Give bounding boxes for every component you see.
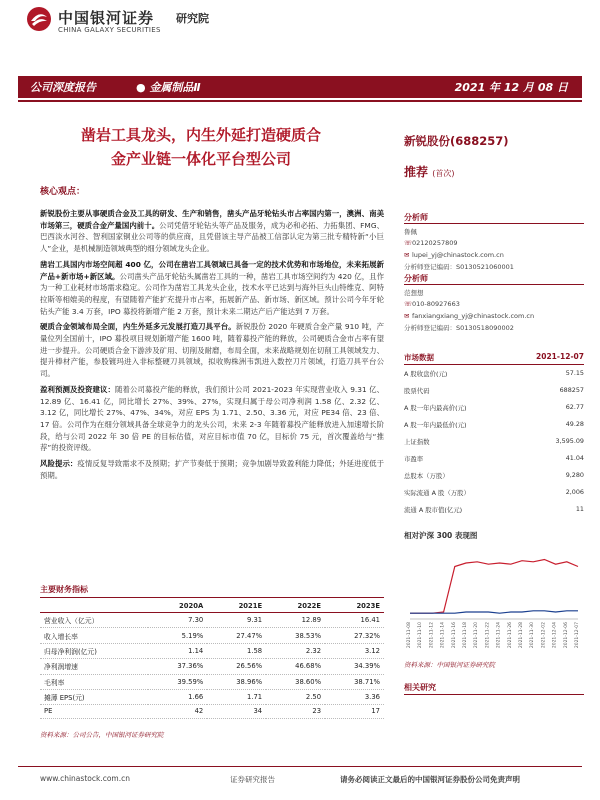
financial-table — [40, 600, 384, 719]
cell: 17 — [325, 705, 384, 718]
table-row — [40, 613, 384, 628]
cell: 38.96% — [207, 674, 266, 689]
analyst-email-value[interactable]: lupei_yj@chinastock.com.cn — [412, 251, 504, 259]
cell: 归母净利润(亿元) — [40, 643, 148, 658]
market-data-row — [404, 420, 584, 433]
chart-x-tick-label: 2021-11-20 — [474, 622, 480, 649]
report-type: 公司深度报告 — [30, 81, 96, 94]
market-value: 3,595.09 — [555, 437, 584, 445]
paragraph-text: 公司凿头产品牙轮钻头属凿岩工具的一种，凿岩工具市场空间约为 420 亿，且作为一种工业耗材市场需求稳定。公司作为凿岩工具龙头企业，技术水平已达到与海外巨头山特维克、阿特拉斯等相媲美的程度，有望随着产能扩充提升市占率，拓展新产品、新市场、新区域。预计公司今年牙轮钻头产能 3.4 万套，IPO 募投将新增产能 2 万套，预计未来二期达产后产能达到 7 万套。 — [40, 271, 385, 316]
cell: 38.71% — [325, 674, 384, 689]
phone-icon: ☏ — [404, 300, 413, 308]
chart-x-tick-label: 2021-11-08 — [407, 622, 412, 649]
cell: 3.36 — [325, 689, 384, 704]
paragraph — [40, 384, 384, 454]
chart-x-tick-label: 2021-11-22 — [485, 622, 491, 649]
phone-icon: ☏ — [404, 239, 413, 247]
related-research-title: 相关研究 — [404, 683, 436, 692]
market-data-row — [404, 471, 584, 484]
financial-table-title: 主要财务指标 — [40, 585, 88, 594]
table-row — [40, 628, 384, 643]
table-header-row — [40, 600, 384, 613]
financial-table-divider — [40, 597, 384, 598]
related-research-divider — [404, 694, 584, 695]
header-cell — [40, 600, 148, 613]
analyst-cert-1: 分析师登记编码：S0130521060001 — [404, 263, 514, 271]
cell: 16.41 — [325, 613, 384, 628]
market-label: 流通 A 股市值(亿元) — [404, 506, 463, 514]
industry-name: 金属制品Ⅱ — [149, 81, 201, 94]
chart-x-tick-label: 2021-11-30 — [530, 622, 536, 649]
market-label: 股票代码 — [404, 387, 430, 395]
paragraph-lead: 硬质合金领域布局全面，内生外延多元发展打造刀具平台。 — [40, 322, 236, 332]
chart-x-tick-label: 2021-12-04 — [552, 622, 558, 649]
chart-x-tick-label: 2021-11-10 — [418, 622, 424, 649]
report-date: 2021 年 12 月 08 日 — [454, 81, 568, 94]
paragraph-text: 公司凭借牙轮钻头等产品及服务，成为必和必拓、力拓集团、FMG、巴西淡水河谷、智利国家铜业公司等的供应商，且凭借该主导产品被工信部认定为第三批专精特新“小巨人”企业，是机械制造领域典型的细分领域龙头企业。 — [40, 220, 384, 254]
logo-english-name: CHINA GALAXY SECURITIES — [58, 26, 161, 34]
table-row — [40, 705, 384, 718]
cell: 1.58 — [207, 643, 266, 658]
analyst-phone-1 — [404, 239, 458, 247]
stock-name: 新锐股份(688257) — [404, 134, 509, 148]
galaxy-logo-icon — [26, 6, 52, 32]
report-title-line2: 金产业链一体化平台型公司 — [110, 150, 291, 168]
paragraph-text: 疫情反复导致需求不及预期；扩产节奏低于预期；竞争加剧导致盈利能力降低；外延进度低于预期。 — [40, 459, 384, 480]
market-value: 688257 — [559, 386, 584, 394]
rating-note: (首次) — [432, 169, 455, 178]
cell: 27.32% — [325, 628, 384, 643]
market-value: 49.28 — [565, 420, 584, 428]
market-value: 9,280 — [565, 471, 584, 479]
cell: 1.66 — [148, 689, 207, 704]
chart-title: 相对沪深 300 表现图 — [404, 531, 478, 540]
paragraph — [40, 259, 384, 318]
cell: 5.19% — [148, 628, 207, 643]
table-row — [40, 643, 384, 658]
footer-disclaimer: 请务必阅读正文最后的中国银河证券股份公司免责声明 — [340, 775, 520, 784]
paragraph-lead: 盈利预测及投资建议： — [40, 384, 116, 394]
cell: 12.89 — [266, 613, 325, 628]
analyst-name-1: 鲁佩 — [404, 228, 417, 236]
market-data-row — [404, 505, 584, 518]
cell: 37.36% — [148, 659, 207, 674]
stock-rating — [404, 163, 454, 180]
email-icon: ✉ — [404, 312, 410, 320]
table-row — [40, 689, 384, 704]
cell: 毛利率 — [40, 674, 148, 689]
cell: 23 — [266, 705, 325, 718]
chart-series-line — [410, 560, 578, 614]
paragraph-lead: 凿岩工具国内市场空间超 400 亿，公司在凿岩工具领域已具备一定的技术优势和市场地位，未来拓展新产品+新市场+新区域。 — [40, 259, 384, 281]
header-cell: 2022E — [266, 600, 325, 613]
relative-performance-chart — [404, 545, 584, 653]
market-data-date: 2021-12-07 — [536, 352, 584, 361]
market-data-row — [404, 369, 584, 382]
cell: 净利润增速 — [40, 659, 148, 674]
market-data-row — [404, 454, 584, 467]
paragraph-text: 新锐股份 2020 年硬质合金产量 910 吨，产量位列全国前十，IPO 募投项目规划新增产能 1600 吨，随着募投产能的释放，公司硬质合金市占率有望进一步提升。公司硬质合金下游涉及矿用、切削及耐磨，布局全面，未来战略规划在切削工具领域发力、提升棒材产能，参股镀玛进入非标整硬刀具领域，拟收购株洲韦凯进入数控刀片领域，打造刀具平台公司。 — [40, 322, 384, 379]
cell: 38.53% — [266, 628, 325, 643]
market-value: 11 — [575, 505, 584, 513]
paragraph-lead: 新锐股份主要从事硬质合金及工具的研发、生产和销售，凿头产品牙轮钻头市占率国内第一，澳洲、南美市场第三，硬质合金产量国内前十。 — [40, 209, 384, 230]
paragraph — [40, 321, 384, 380]
cell: 39.59% — [148, 674, 207, 689]
analyst-phone-2 — [404, 300, 460, 308]
cell: 34.39% — [325, 659, 384, 674]
market-label: A 股一年内最高价(元) — [404, 404, 467, 412]
chart-series-line — [410, 611, 578, 613]
cell: 营业收入（亿元） — [40, 613, 148, 628]
cell: 收入增长率 — [40, 628, 148, 643]
cell: 27.47% — [207, 628, 266, 643]
chart-x-tick-label: 2021-11-12 — [429, 622, 435, 649]
analyst-phone-value: 02120257809 — [412, 239, 458, 247]
analyst-divider — [404, 223, 584, 224]
cell: 1.71 — [207, 689, 266, 704]
chart-x-tick-label: 2021-12-02 — [541, 622, 547, 649]
market-data-row — [404, 403, 584, 416]
market-label: 实际流通 A 股（万股） — [404, 489, 470, 497]
key-points-title: 核心观点： — [40, 187, 86, 197]
report-header — [0, 0, 600, 54]
analyst-email-1 — [404, 251, 504, 259]
analyst-title-2: 分析师 — [404, 274, 428, 283]
cell: 摊薄 EPS(元) — [40, 689, 148, 704]
analyst-divider — [404, 284, 584, 285]
analyst-phone-value: 010-80927663 — [412, 300, 460, 308]
chart-x-tick-label: 2021-11-28 — [519, 622, 524, 649]
market-label: 总股本（万股） — [404, 472, 449, 480]
paragraph — [40, 458, 384, 481]
cell: 42 — [148, 705, 207, 718]
header-cell: 2023E — [325, 600, 384, 613]
cell: 26.56% — [207, 659, 266, 674]
chart-x-tick-label: 2021-11-14 — [440, 622, 446, 649]
chart-x-tick-label: 2021-11-16 — [451, 622, 457, 649]
market-value: 57.15 — [565, 369, 584, 377]
paragraph-text: 随着公司募投产能的释放，我们预计公司 2021-2023 年实现营业收入 9.31 亿、12.89 亿、16.41 亿，同比增长 27%、39%、27%，实现归属于母公司净利润 1.58 亿、2.32 亿、3.12 亿，同比增长 27%、47%、34%，对应 EPS 为 1.71、2.50、3.36 元，对应 PE34 倍、23 倍、17 倍。公司作为在细分领域具备全球竞争力的龙头公司，未来 2-3 年随着募投产能释放进入加速增长阶段，给与公司 2022 年 30 倍 PE 的目标估值，对应目标市值 70 亿，目标价 75 元，首次覆盖给与“推荐”的投资评级。 — [40, 384, 384, 453]
market-label: A 股收盘价(元) — [404, 370, 448, 378]
chart-x-tick-label: 2021-11-24 — [496, 622, 502, 649]
header-cell: 2021E — [207, 600, 266, 613]
email-icon: ✉ — [404, 251, 410, 259]
analyst-email-2 — [404, 312, 534, 320]
cell: 46.68% — [266, 659, 325, 674]
chart-source: 资料来源：中国银河证券研究院 — [404, 661, 495, 669]
industry-label: ● 金属制品Ⅱ — [136, 81, 201, 94]
market-value: 62.77 — [565, 403, 584, 411]
chart-x-tick-label: 2021-12-07 — [575, 622, 580, 649]
table-row — [40, 659, 384, 674]
key-points-body — [40, 208, 384, 485]
cell: PE — [40, 705, 148, 718]
cell: 9.31 — [207, 613, 266, 628]
chart-x-tick-label: 2021-11-18 — [463, 622, 468, 649]
rating-value: 推荐 — [404, 165, 429, 179]
market-label: A 股一年内最低价(元) — [404, 421, 467, 429]
footer-category: 证券研究报告 — [230, 775, 275, 784]
market-value: 2,006 — [565, 488, 584, 496]
header-cell: 2020A — [148, 600, 207, 613]
institute-label: 研究院 — [176, 12, 209, 25]
cell: 1.14 — [148, 643, 207, 658]
table-row — [40, 674, 384, 689]
analyst-name-2: 范想想 — [404, 289, 424, 297]
paragraph-lead: 风险提示： — [40, 459, 78, 469]
report-title-line1: 凿岩工具龙头，内生外延打造硬质合 — [80, 126, 321, 144]
cell: 34 — [207, 705, 266, 718]
financial-table-source: 资料来源：公司公告，中国银河证券研究院 — [40, 731, 164, 739]
market-data-title: 市场数据 — [404, 353, 434, 362]
cell: 3.12 — [325, 643, 384, 658]
banner-divider — [18, 100, 582, 102]
analyst-cert-2: 分析师登记编码：S0130518090002 — [404, 324, 514, 332]
market-data-row — [404, 386, 584, 399]
report-banner — [18, 76, 582, 98]
logo-chinese-name: 中国银河证券 — [58, 9, 155, 27]
footer-divider — [18, 766, 582, 767]
cell: 2.32 — [266, 643, 325, 658]
paragraph — [40, 208, 384, 255]
cell: 7.30 — [148, 613, 207, 628]
chart-x-tick-label: 2021-12-06 — [563, 622, 569, 649]
footer-url[interactable]: www.chinastock.com.cn — [40, 774, 130, 783]
market-label: 市盈率 — [404, 455, 424, 463]
market-label: 上证指数 — [404, 438, 430, 446]
market-data-header — [404, 352, 584, 365]
chart-x-tick-label: 2021-11-26 — [507, 622, 513, 649]
market-data-row — [404, 437, 584, 450]
market-value: 41.04 — [565, 454, 584, 462]
analyst-title-1: 分析师 — [404, 213, 428, 222]
cell: 2.50 — [266, 689, 325, 704]
analyst-email-value[interactable]: fanxiangxiang_yj@chinastock.com.cn — [412, 312, 535, 320]
cell: 38.60% — [266, 674, 325, 689]
market-data-row — [404, 488, 584, 501]
